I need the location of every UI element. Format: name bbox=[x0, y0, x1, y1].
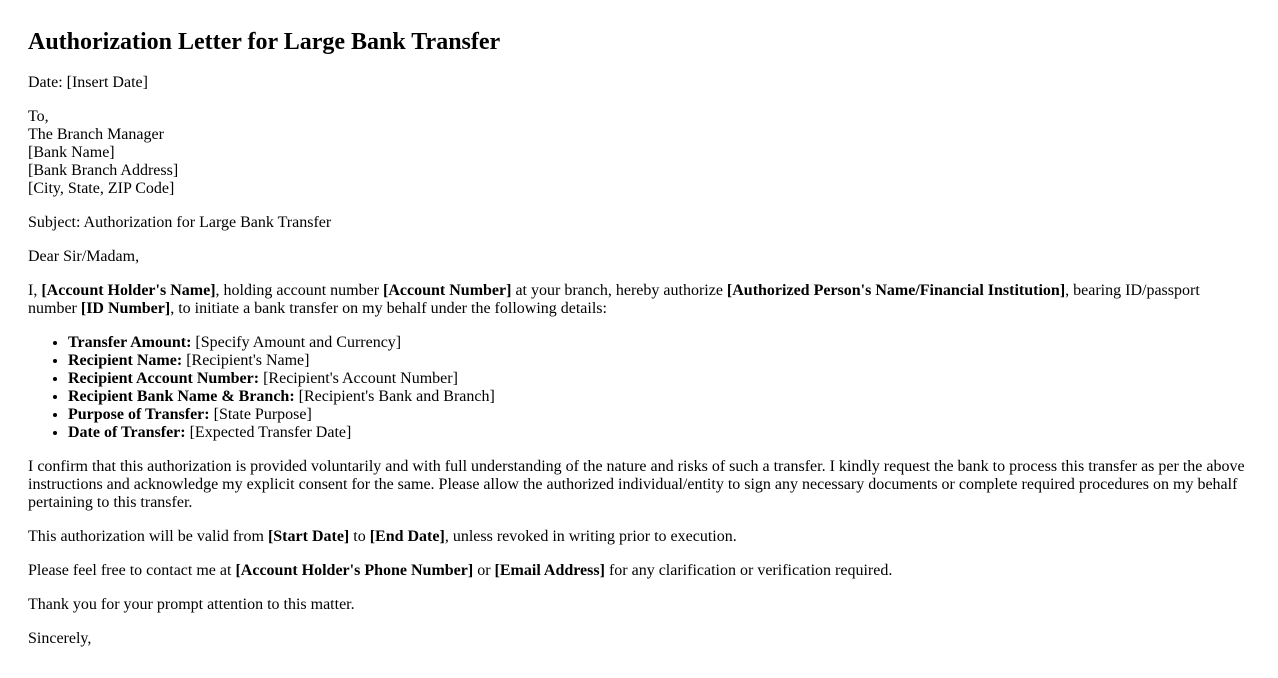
detail-label: Recipient Account Number: bbox=[68, 370, 260, 387]
recipient-line-bank-name: [Bank Name] bbox=[28, 144, 115, 161]
start-date-placeholder: [Start Date] bbox=[267, 528, 350, 545]
body-text-4: , bearing ID/passport number bbox=[28, 282, 1200, 317]
contact-text-2: or bbox=[473, 562, 495, 579]
detail-value: [Expected Transfer Date] bbox=[185, 424, 352, 441]
phone-number-placeholder: [Account Holder's Phone Number] bbox=[235, 562, 474, 579]
letter-title: Authorization Letter for Large Bank Transfer bbox=[28, 29, 501, 55]
recipient-line-branch-manager: The Branch Manager bbox=[28, 126, 164, 143]
authorization-paragraph bbox=[28, 282, 1250, 318]
body-text-1: I, bbox=[28, 282, 42, 299]
list-item bbox=[68, 352, 1250, 370]
validity-text-3: , unless revoked in writing prior to execution. bbox=[444, 528, 737, 545]
detail-value: [State Purpose] bbox=[209, 406, 312, 423]
recipient-line-branch-address: [Bank Branch Address] bbox=[28, 162, 179, 179]
list-item bbox=[68, 406, 1250, 424]
contact-text-3: for any clarification or verification required. bbox=[604, 562, 893, 579]
letter-document bbox=[0, 28, 1278, 648]
salutation: Dear Sir/Madam, bbox=[28, 248, 140, 265]
email-address-placeholder: [Email Address] bbox=[494, 562, 605, 579]
list-item bbox=[68, 388, 1250, 406]
body-text-5: , to initiate a bank transfer on my behalf under the following details: bbox=[170, 300, 607, 317]
detail-value: [Recipient's Bank and Branch] bbox=[294, 388, 495, 405]
detail-label: Recipient Name: bbox=[68, 352, 183, 369]
validity-text-1: This authorization will be valid from bbox=[28, 528, 268, 545]
account-holder-name-placeholder: [Account Holder's Name] bbox=[41, 282, 216, 299]
recipient-to: To, bbox=[28, 108, 49, 125]
thanks-line: Thank you for your prompt attention to this matter. bbox=[28, 596, 355, 613]
detail-value: [Recipient's Name] bbox=[182, 352, 310, 369]
contact-paragraph bbox=[28, 562, 1250, 580]
recipient-line-city-state-zip: [City, State, ZIP Code] bbox=[28, 180, 175, 197]
closing-line: Sincerely, bbox=[28, 630, 92, 647]
transfer-details-list bbox=[28, 334, 1250, 442]
body-text-2: , holding account number bbox=[215, 282, 384, 299]
detail-label: Recipient Bank Name & Branch: bbox=[68, 388, 295, 405]
recipient-address bbox=[28, 108, 1250, 198]
body-text-3: at your branch, hereby authorize bbox=[511, 282, 727, 299]
validity-text-2: to bbox=[349, 528, 370, 545]
validity-paragraph bbox=[28, 528, 1250, 546]
detail-label: Purpose of Transfer: bbox=[68, 406, 210, 423]
contact-text-1: Please feel free to contact me at bbox=[28, 562, 236, 579]
detail-label: Transfer Amount: bbox=[68, 334, 192, 351]
subject-line: Subject: Authorization for Large Bank Transfer bbox=[28, 214, 332, 231]
authorized-person-placeholder: [Authorized Person's Name/Financial Institution] bbox=[726, 282, 1066, 299]
end-date-placeholder: [End Date] bbox=[369, 528, 445, 545]
account-number-placeholder: [Account Number] bbox=[383, 282, 512, 299]
list-item bbox=[68, 370, 1250, 388]
id-number-placeholder: [ID Number] bbox=[80, 300, 171, 317]
detail-value: [Recipient's Account Number] bbox=[259, 370, 458, 387]
detail-label: Date of Transfer: bbox=[68, 424, 186, 441]
detail-value: [Specify Amount and Currency] bbox=[191, 334, 402, 351]
date-line: Date: [Insert Date] bbox=[28, 74, 148, 91]
list-item bbox=[68, 334, 1250, 352]
list-item bbox=[68, 424, 1250, 442]
confirmation-paragraph: I confirm that this authorization is provided voluntarily and with full understanding of the nature and risks of such a transfer. I kindly request the bank to process this transfer as per the above instructions and acknowledge my explicit consent for the same. Please allow the authorized individual/entity to sign any necessary documents or complete required procedures on my behalf pertaining to this transfer. bbox=[28, 458, 1245, 511]
